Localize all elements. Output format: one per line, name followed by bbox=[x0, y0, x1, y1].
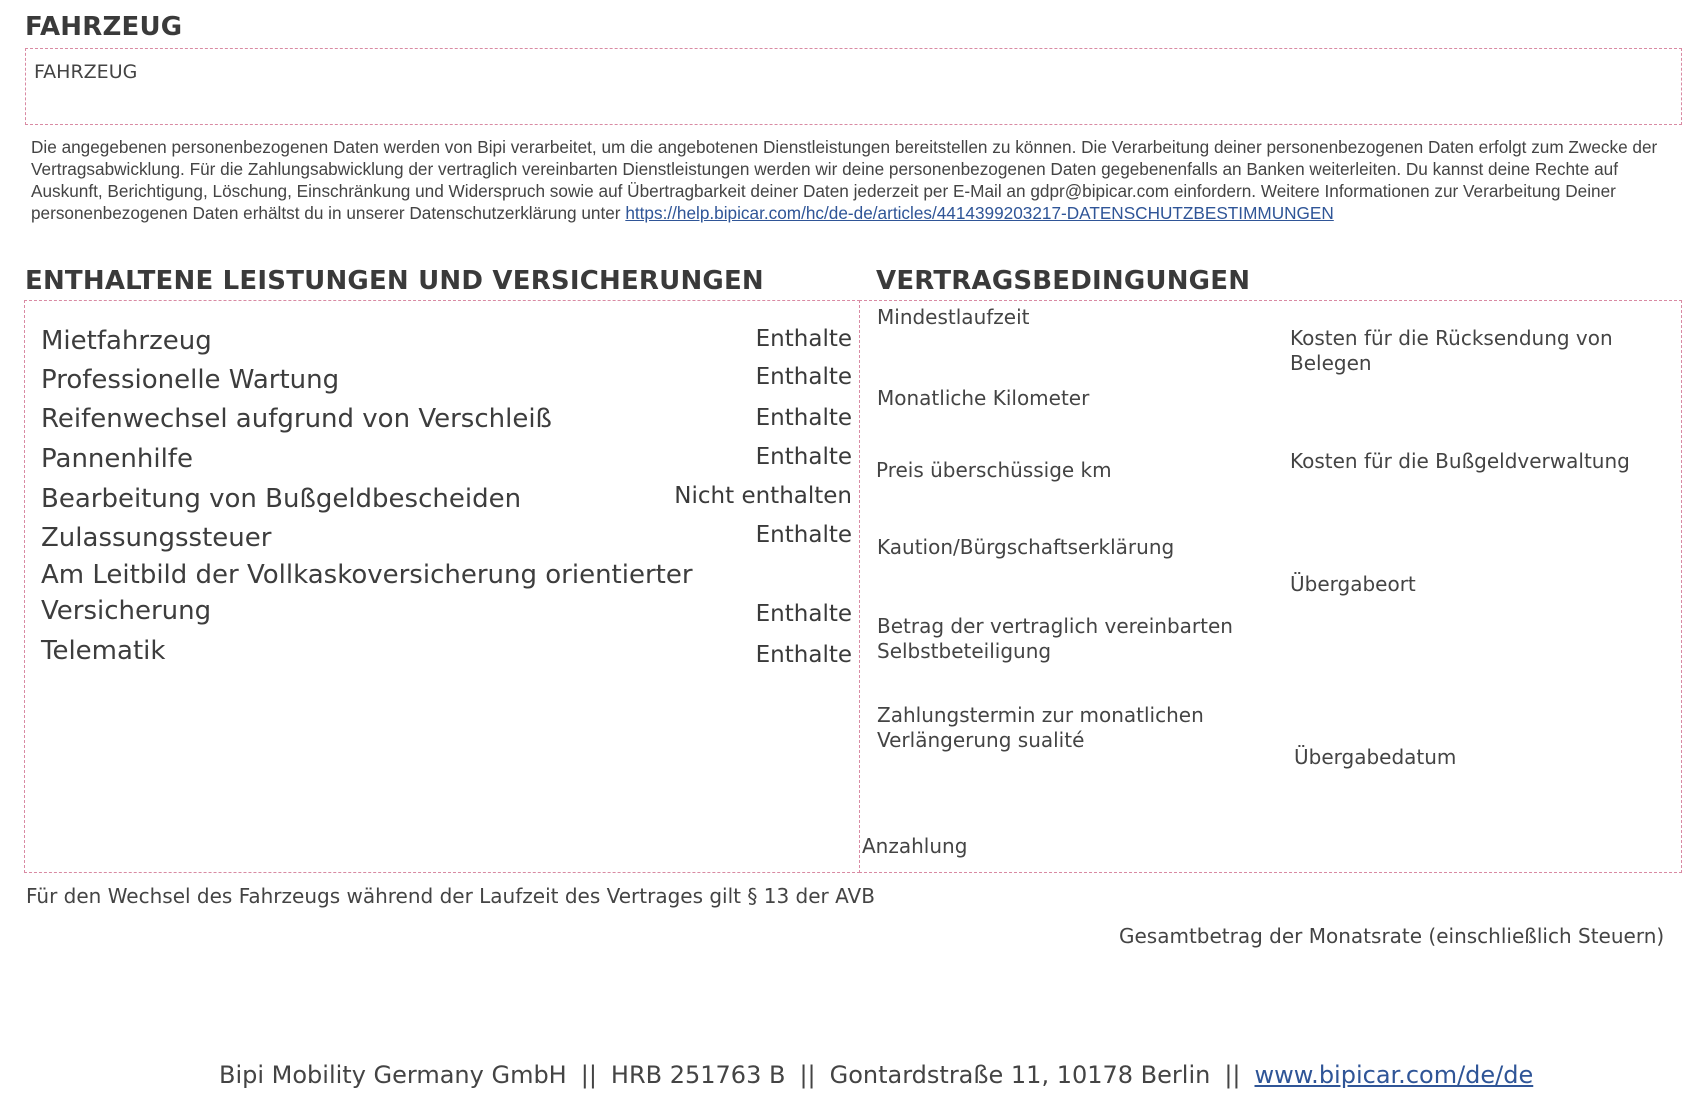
service-name: Am Leitbild der Vollkaskoversicherung orientierter bbox=[41, 560, 693, 590]
vehicle-section-title: FAHRZEUG bbox=[25, 12, 183, 42]
condition-label: Kaution/Bürgschaftserklärung bbox=[877, 535, 1175, 559]
footer-register: HRB 251763 B bbox=[610, 1061, 786, 1089]
footer-company: Bipi Mobility Germany GmbH bbox=[219, 1061, 567, 1089]
vehicle-box bbox=[25, 48, 1682, 125]
service-name: Zulassungssteuer bbox=[41, 523, 272, 553]
condition-label: Preis überschüssige km bbox=[876, 458, 1112, 482]
condition-label: Anzahlung bbox=[862, 834, 968, 858]
condition-label: Übergabeort bbox=[1290, 572, 1416, 596]
privacy-text: Die angegebenen personenbezogenen Daten werden von Bipi verarbeitet, um die angebotenen Dienstleistungen bereitstellen zu können. Die Verarbeitung deiner personenbezogenen Daten erfolgt zum Zwecke der Vertragsabwicklung. Für die Zahlungsabwicklung der vertraglich vereinbarten Dienstleistungen werden wir deine personenbezogenen Daten gegebenenfalls an Banken weiterleiten. Du kannst deine Rechte auf Auskunft, Berichtigung, Löschung, Einschränkung und Widerspruch sowie auf Übertragbarkeit deiner Daten jederzeit per E-Mail an gdpr@bipicar.com einfordern. Weitere Informationen zur Verarbeitung Deiner personenbezogenen Daten erhältst du in unserer Datenschutzerklärung unter bbox=[31, 137, 1658, 223]
service-name: Versicherung bbox=[41, 596, 212, 626]
condition-label: Zahlungstermin zur monatlichen Verlängerung sualité bbox=[877, 703, 1204, 752]
service-status: Nicht enthalten bbox=[674, 483, 852, 509]
service-status: Enthalte bbox=[755, 601, 852, 627]
privacy-notice bbox=[31, 136, 1683, 224]
service-name: Reifenwechsel aufgrund von Verschleiß bbox=[41, 404, 552, 434]
monthly-total-label: Gesamtbetrag der Monatsrate (einschließlich Steuern) bbox=[1119, 924, 1665, 948]
privacy-policy-link[interactable]: https://help.bipicar.com/hc/de-de/articles/4414399203217-DATENSCHUTZBESTIMMUNGEN bbox=[625, 203, 1334, 223]
service-name: Telematik bbox=[41, 636, 166, 666]
service-status: Enthalte bbox=[755, 522, 852, 548]
service-name: Bearbeitung von Bußgeldbescheiden bbox=[41, 484, 522, 514]
service-status: Enthalte bbox=[755, 364, 852, 390]
condition-label: Übergabedatum bbox=[1294, 745, 1457, 769]
footer-website-link[interactable]: www.bipicar.com/de/de bbox=[1254, 1061, 1534, 1089]
services-section-title: ENTHALTENE LEISTUNGEN UND VERSICHERUNGEN bbox=[25, 266, 764, 296]
service-status: Enthalte bbox=[755, 326, 852, 352]
vehicle-label: FAHRZEUG bbox=[34, 61, 138, 83]
condition-label: Kosten für die Rücksendung von Belegen bbox=[1290, 326, 1613, 375]
service-status: Enthalte bbox=[755, 405, 852, 431]
footer-separator: || bbox=[1224, 1061, 1241, 1089]
conditions-section-title: VERTRAGSBEDINGUNGEN bbox=[876, 266, 1251, 296]
condition-label: Kosten für die Bußgeldverwaltung bbox=[1290, 449, 1630, 473]
service-name: Pannenhilfe bbox=[41, 444, 193, 474]
service-name: Professionelle Wartung bbox=[41, 365, 340, 395]
condition-label: Monatliche Kilometer bbox=[877, 386, 1090, 410]
footer-separator: || bbox=[799, 1061, 816, 1089]
footer-separator: || bbox=[580, 1061, 597, 1089]
service-status: Enthalte bbox=[755, 642, 852, 668]
service-name: Mietfahrzeug bbox=[41, 326, 212, 356]
vehicle-exchange-note: Für den Wechsel des Fahrzeugs während der Laufzeit des Vertrages gilt § 13 der AVB bbox=[26, 884, 875, 908]
condition-label: Betrag der vertraglich vereinbarten Selbstbeteiligung bbox=[877, 614, 1233, 663]
footer-address: Gontardstraße 11, 10178 Berlin bbox=[829, 1061, 1211, 1089]
condition-label: Mindestlaufzeit bbox=[877, 305, 1030, 329]
service-status: Enthalte bbox=[755, 444, 852, 470]
footer bbox=[219, 1061, 1533, 1089]
